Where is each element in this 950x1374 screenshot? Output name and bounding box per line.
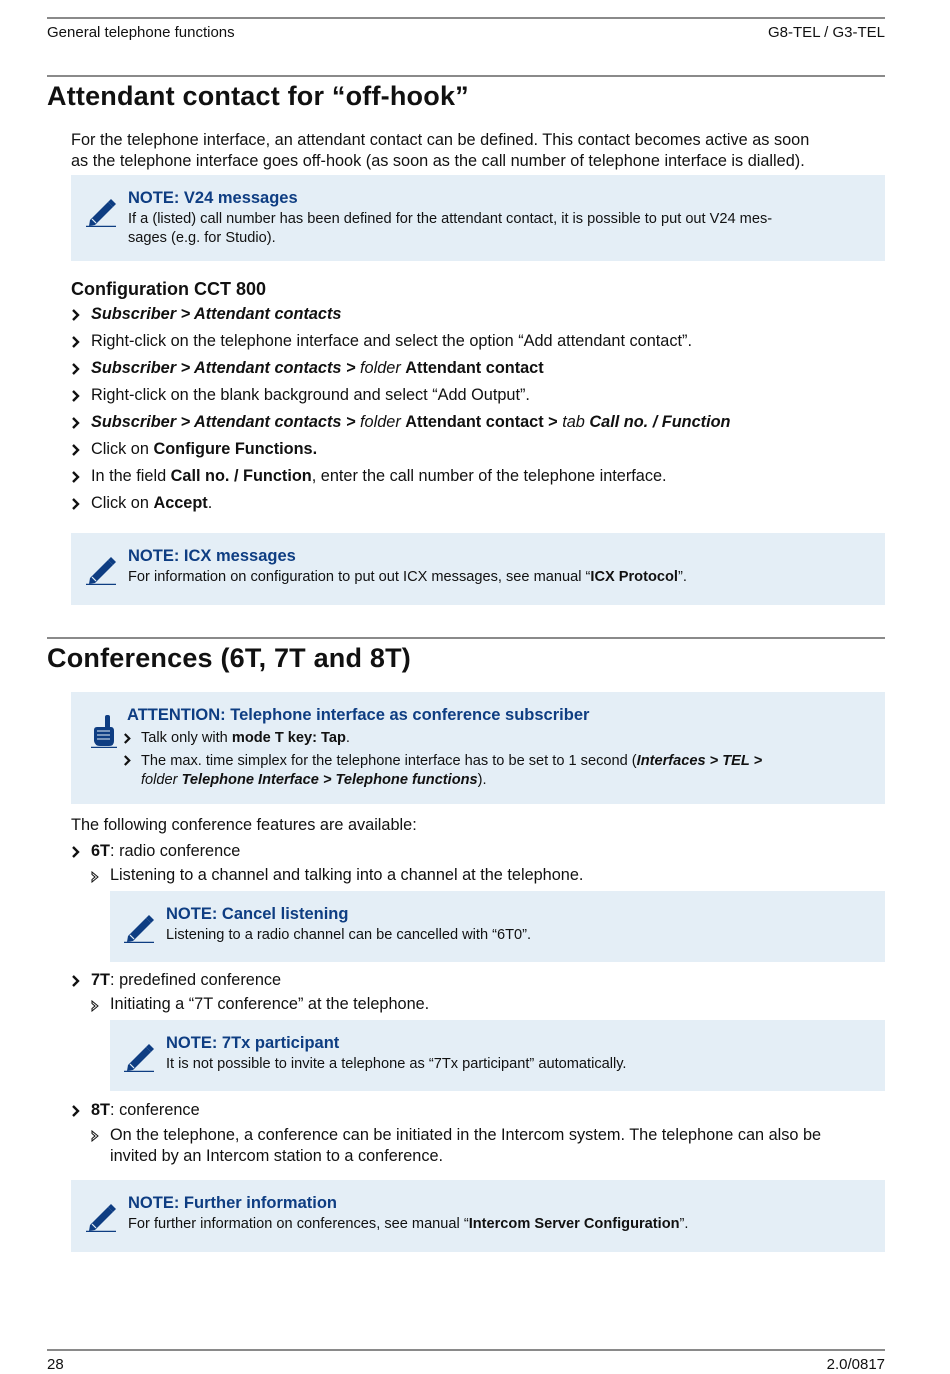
feature-8t-key: 8T [91,1101,111,1119]
note-v24-line-2: sages (e.g. for Studio). [128,230,276,246]
attention-item-2-e: ). [477,772,487,788]
note-icx-text-a: For information on configuration to put out ICX messages, see manual “ [128,569,591,585]
outline-chevron-icon [90,871,100,883]
feature-7t-text [91,971,281,990]
feature-7t-detail-text: Initiating a “7T conference” at the telephone. [110,995,430,1013]
outline-chevron-icon [90,1130,100,1142]
note-v24-line-1: If a (listed) call number has been defined for the attendant contact, it is possible to put out V24 mes- [128,211,773,227]
intro-line-1: For the telephone interface, an attendant contact can be defined. This contact becomes active as soon [71,131,810,149]
chevron-right-icon [71,309,81,321]
chevron-right-icon [71,975,81,987]
attention-item-1-c: . [345,730,350,746]
step-2-text: Right-click on the telephone interface and select the option “Add attendant contact”. [91,332,692,350]
step-7-text [91,467,667,486]
note-v24-title: NOTE: V24 messages [128,189,298,207]
feature-7t-label: : predefined conference [110,971,282,989]
footer-page-number: 28 [47,1356,64,1373]
pen-icon [86,195,116,227]
feature-6t-detail-text: Listening to a channel and talking into a channel at the telephone. [110,866,584,884]
pen-icon [86,553,116,585]
note-cancel-listening [110,891,885,962]
note-icx-title: NOTE: ICX messages [128,547,296,565]
chevron-right-icon [71,471,81,483]
step-5-tab-name: Call no. / Function [589,413,731,431]
feature-8t-detail-line-1: On the telephone, a conference can be initiated in the Intercom system. The telephone can also be [110,1126,822,1144]
feature-7t-key: 7T [91,971,111,989]
pointing-hand-icon [91,714,117,748]
footer-rule [47,1349,885,1351]
attention-title: ATTENTION: Telephone interface as conference subscriber [127,706,590,724]
chevron-right-icon [71,846,81,858]
attention-item-2-folder-word: folder [141,772,182,788]
feature-8t-detail-line-2: invited by an Intercom station to a conference. [110,1146,444,1165]
header-top-rule [47,17,885,19]
note-v24-text [128,210,772,248]
note-further-text-a: For further information on conferences, see manual “ [128,1216,469,1232]
step-6-button-name: Configure Functions. [153,440,318,458]
footer-version: 2.0/0817 [826,1356,885,1373]
pen-icon [124,1040,154,1072]
note-icx [71,533,885,605]
feature-6t-key: 6T [91,842,111,860]
note-7tx-title: NOTE: 7Tx participant [166,1034,340,1052]
chevron-right-icon [71,1105,81,1117]
step-6-text [91,440,317,459]
attention-item-2-a: The max. time simplex for the telephone interface has to be set to 1 second ( [141,753,637,769]
feature-8t-label: : conference [110,1101,200,1119]
pen-icon [124,911,154,943]
step-1-text: Subscriber > Attendant contacts [91,305,342,323]
step-7-prefix: In the field [91,467,171,485]
step-5-tab-word: tab [557,413,590,431]
features-intro: The following conference features are available: [71,816,417,834]
outline-chevron-icon [90,1000,100,1012]
note-7tx-participant [110,1020,885,1091]
step-3-text [91,359,544,378]
step-5-path: Subscriber > Attendant contacts > [91,413,356,431]
section-title-conferences: Conferences (6T, 7T and 8T) [47,643,411,673]
note-cancel-text: Listening to a radio channel can be cancelled with “6T0”. [166,927,532,943]
step-3-folder-name: Attendant contact [405,359,544,377]
chevron-right-icon [123,755,132,766]
attention-item-2-folder-name: Telephone Interface > Telephone functions [181,772,478,788]
header-right-title: G8-TEL / G3-TEL [768,24,885,41]
note-further-information [71,1180,885,1252]
section1-rule [47,75,885,77]
feature-6t-label: : radio conference [110,842,241,860]
note-icx-manual: ICX Protocol [590,569,678,585]
header-left-title: General telephone functions [47,24,235,41]
note-further-text-c: ”. [679,1216,689,1232]
note-further-text [128,1215,688,1234]
chevron-right-icon [71,498,81,510]
step-5-text [91,413,730,432]
step-7-field-name: Call no. / Function [170,467,312,485]
note-icx-text-c: ”. [677,569,687,585]
step-5-folder-name: Attendant contact > [405,413,558,431]
pen-icon [86,1200,116,1232]
note-further-manual: Intercom Server Configuration [468,1216,680,1232]
intro-paragraph [71,130,891,171]
attention-item-1-mode: mode T key: Tap [231,730,346,746]
intro-line-2: as the telephone interface goes off-hook (as soon as the call number of telephone interface is dialled). [71,151,805,170]
attention-item-2-line-2 [141,771,487,790]
feature-8t-text [91,1101,200,1120]
step-8-button-name: Accept [153,494,208,512]
chevron-right-icon [71,417,81,429]
note-further-title: NOTE: Further information [128,1194,337,1212]
note-icx-text [128,568,687,587]
attention-item-2-path: Interfaces > TEL > [636,753,763,769]
step-8-suffix: . [207,494,213,512]
attention-item-2-line-1 [141,752,762,771]
chevron-right-icon [71,363,81,375]
chevron-right-icon [123,733,132,744]
attention-item-1-a: Talk only with [141,730,232,746]
step-3-folder-word: folder [355,359,406,377]
step-8-prefix: Click on [91,494,154,512]
feature-6t-text [91,842,240,861]
attention-conference-subscriber [71,692,885,804]
feature-8t-detail-text [110,1125,821,1166]
note-v24 [71,175,885,261]
section-title-attendant: Attendant contact for “off-hook” [47,81,469,111]
chevron-right-icon [71,336,81,348]
config-heading: Configuration CCT 800 [71,279,267,299]
step-5-folder-word: folder [355,413,406,431]
attention-item-1-text [141,730,350,746]
step-3-path: Subscriber > Attendant contacts > [91,359,356,377]
step-6-prefix: Click on [91,440,154,458]
note-7tx-text: It is not possible to invite a telephone as “7Tx participant” automatically. [166,1056,627,1072]
step-4-text: Right-click on the blank background and select “Add Output”. [91,386,530,404]
step-8-text [91,494,212,513]
note-cancel-title: NOTE: Cancel listening [166,905,349,923]
step-7-suffix: , enter the call number of the telephone interface. [311,467,667,485]
chevron-right-icon [71,390,81,402]
section2-rule [47,637,885,639]
chevron-right-icon [71,444,81,456]
